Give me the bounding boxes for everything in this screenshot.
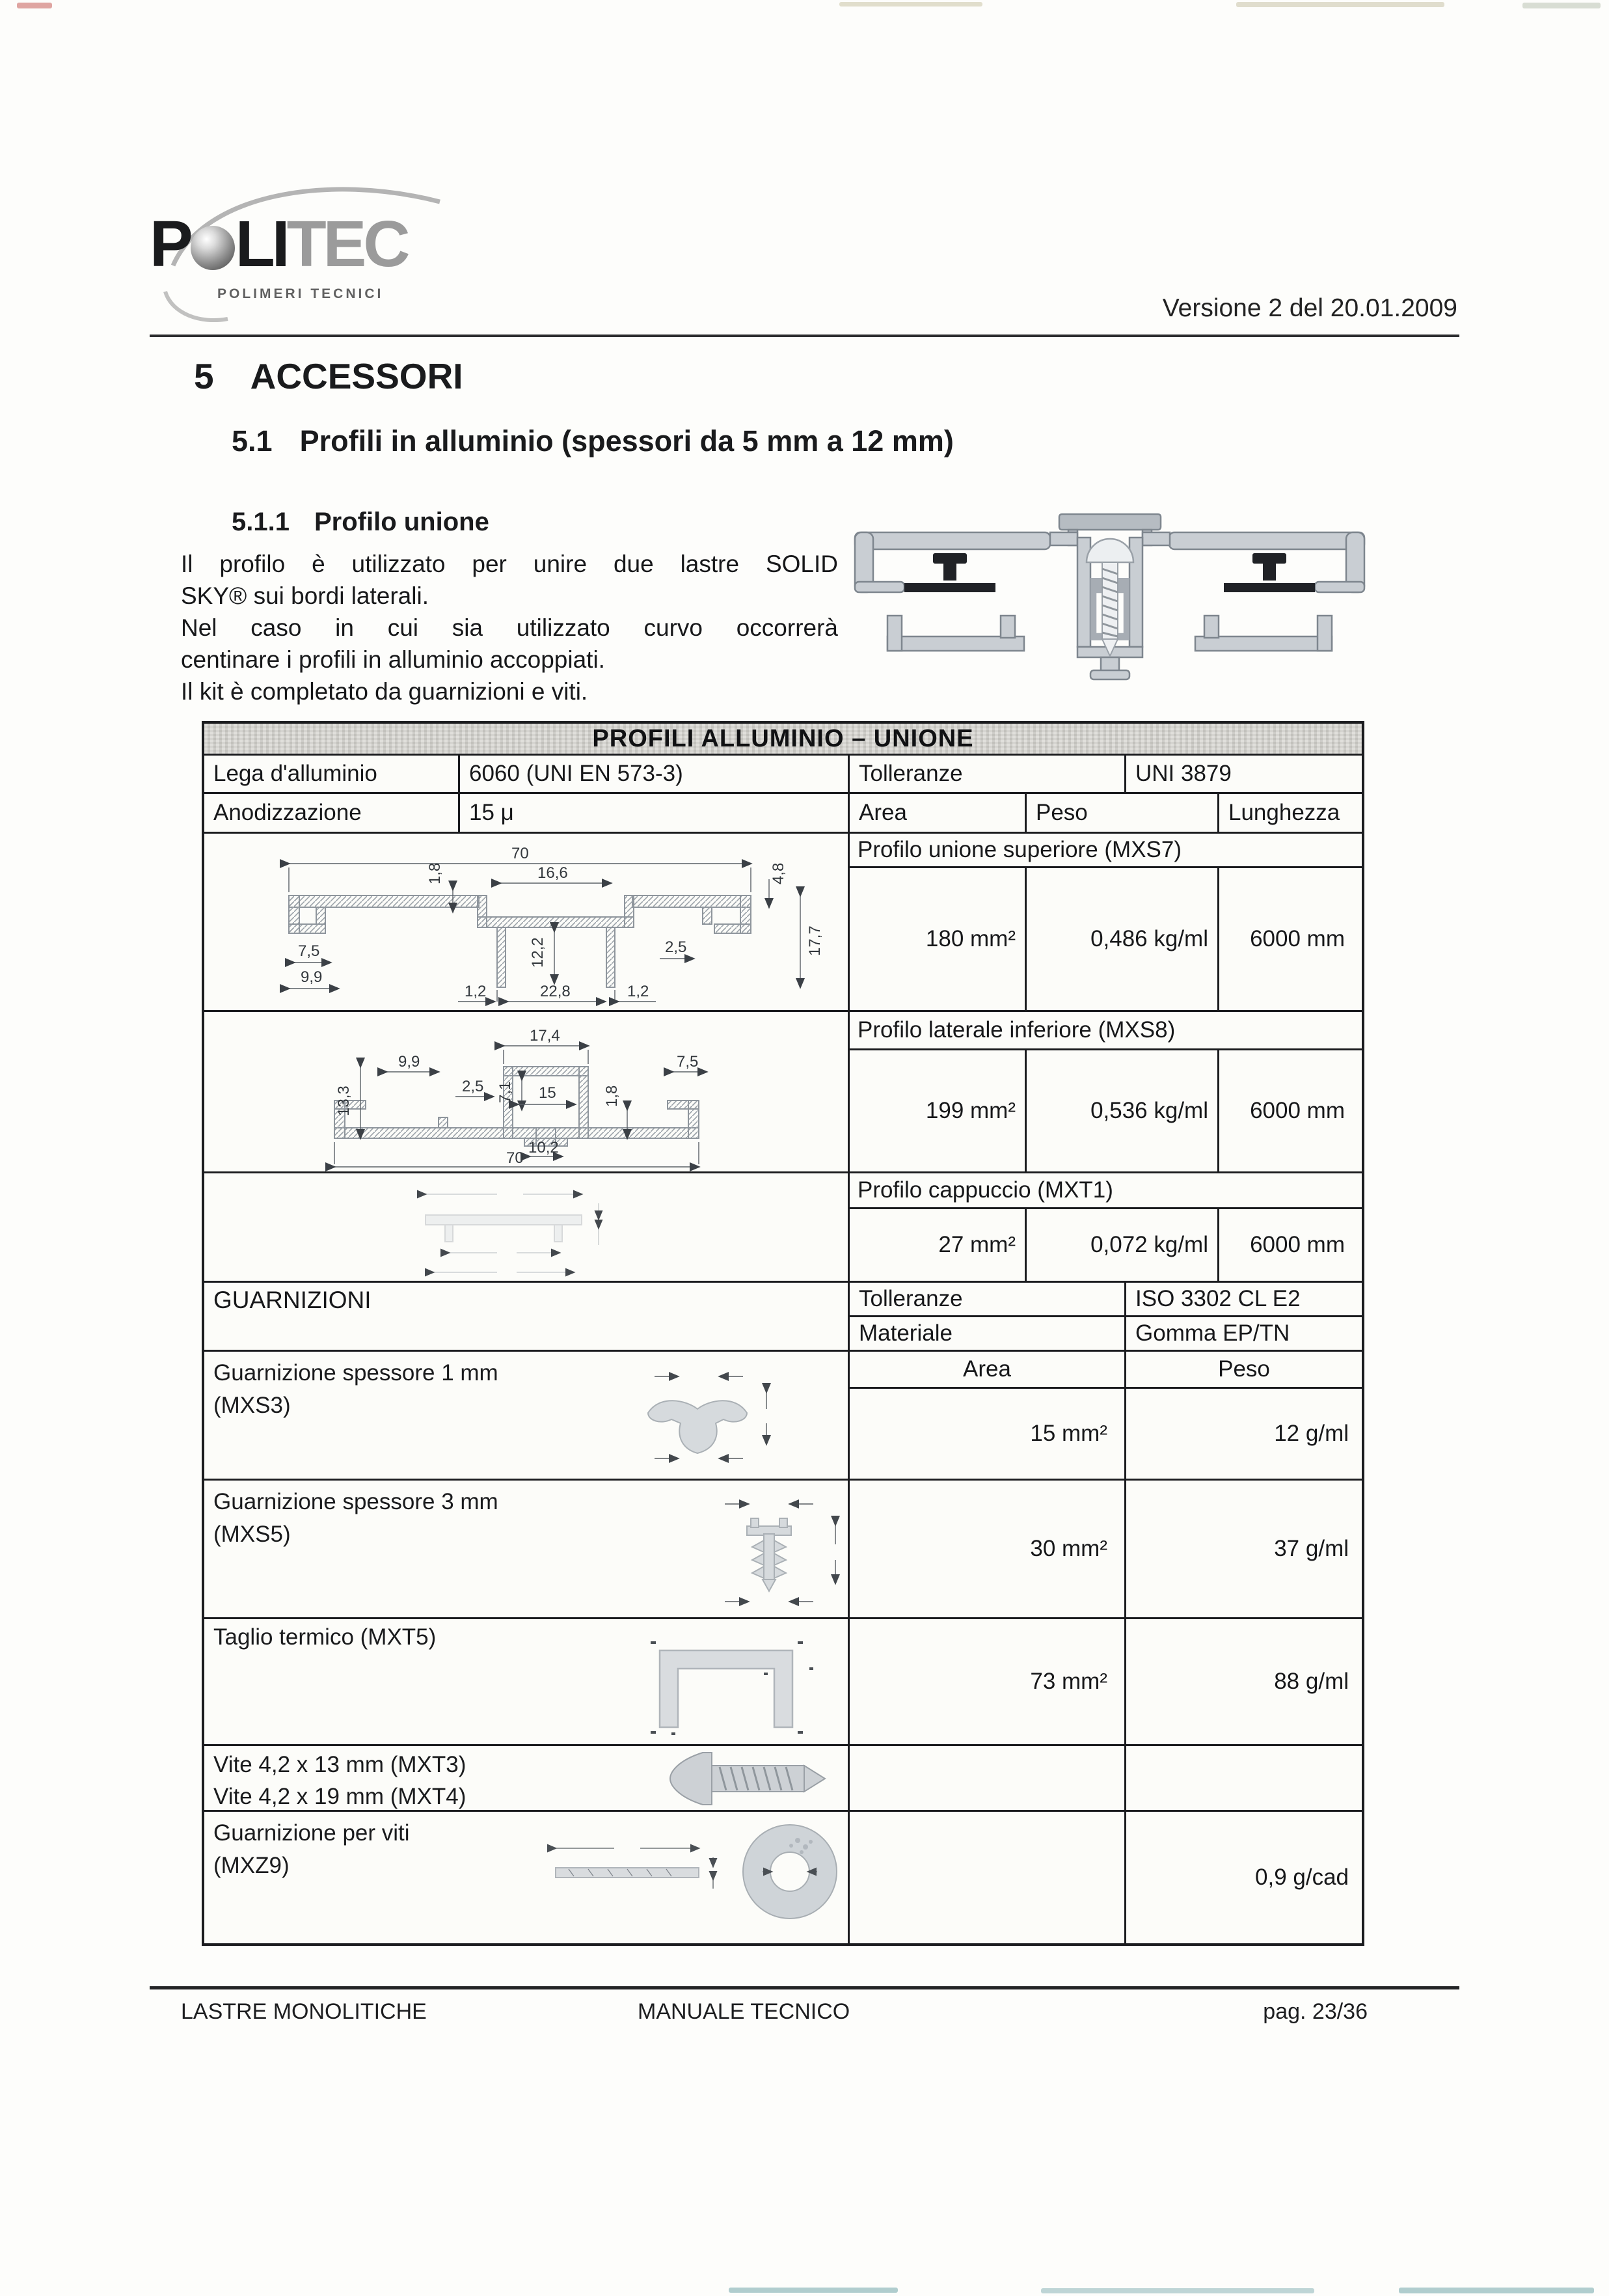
- mxs8-peso: 0,536 kg/ml: [1027, 1050, 1217, 1171]
- section-heading-accessori: [194, 355, 463, 397]
- logo-sphere-icon: [191, 226, 235, 270]
- mxs5-area: 30 mm²: [850, 1481, 1124, 1617]
- svg-text:7,5: 7,5: [677, 1053, 699, 1071]
- footer-rule: [150, 1986, 1459, 1989]
- tolleranze-value: UNI 3879: [1126, 756, 1362, 792]
- intro-line: SKY® sui bordi laterali.: [181, 582, 429, 609]
- guarnizioni-materiale-label: Materiale: [850, 1317, 1124, 1350]
- table-title: PROFILI ALLUMINIO – UNIONE: [204, 724, 1362, 754]
- mxs7-subheader: Profilo unione superiore (MXS7): [850, 834, 1362, 866]
- mxs3-area: 15 mm²: [850, 1389, 1124, 1479]
- mxs8-subheader: Profilo laterale inferiore (MXS8): [850, 1012, 1362, 1048]
- mxz9-washer-drawing: [543, 1812, 848, 1933]
- scan-artifact: [729, 2288, 898, 2293]
- svg-text:1,8: 1,8: [603, 1085, 621, 1107]
- mxs5-gasket-drawing: [691, 1495, 847, 1609]
- mxs8-profile-drawing: [204, 1012, 848, 1171]
- svg-text:70: 70: [511, 845, 529, 862]
- mxz9-area-empty: [850, 1812, 1124, 1943]
- svg-text:7,1: 7,1: [496, 1081, 514, 1103]
- footer-manual-name: MANUALE TECNICO: [638, 1999, 850, 2024]
- anodizzazione-label: Anodizzazione: [204, 794, 458, 832]
- mxs7-lunghezza: 6000 mm: [1219, 868, 1362, 1010]
- svg-text:9,9: 9,9: [398, 1053, 420, 1071]
- mxs3-peso: 12 g/ml: [1126, 1389, 1362, 1479]
- logo-letters-li: LI: [235, 208, 287, 280]
- heading-number: 5: [194, 356, 214, 396]
- svg-text:1,8: 1,8: [426, 862, 444, 884]
- tolleranze-label: Tolleranze: [850, 756, 1124, 792]
- svg-text:15: 15: [539, 1084, 556, 1102]
- mxt5-peso: 88 g/ml: [1126, 1619, 1362, 1744]
- mxs3-label-line1: Guarnizione spessore 1 mm: [213, 1360, 498, 1386]
- guarnizioni-tolleranze-label: Tolleranze: [850, 1283, 1124, 1315]
- svg-text:7,5: 7,5: [298, 942, 320, 960]
- anodizzazione-value: 15 μ: [460, 794, 848, 832]
- svg-text:10,2: 10,2: [528, 1139, 559, 1156]
- mxs7-area: 180 mm²: [850, 868, 1025, 1010]
- guarnizioni-col-header-area: Area: [850, 1352, 1124, 1387]
- logo-letter-p: P: [150, 208, 190, 280]
- mxs7-profile-drawing: [204, 834, 848, 1010]
- mxs3-row-label-cell: [204, 1352, 848, 1479]
- mxs5-peso: 37 g/ml: [1126, 1481, 1362, 1617]
- heading-title: Profilo unione: [314, 508, 489, 536]
- mxt5-channel-drawing: [614, 1628, 835, 1744]
- mxz9-label-line1: Guarnizione per viti: [213, 1820, 410, 1846]
- lega-label: Lega d'alluminio: [204, 756, 458, 792]
- mxt5-row-label-cell: [204, 1619, 848, 1744]
- scan-artifact: [1041, 2288, 1314, 2293]
- mxs5-row-label-cell: [204, 1481, 848, 1617]
- viti-peso-empty: [1126, 1746, 1362, 1810]
- scan-artifact: [1236, 2, 1444, 7]
- mxt1-subheader: Profilo cappuccio (MXT1): [850, 1173, 1362, 1207]
- scan-artifact: [1399, 2288, 1594, 2293]
- vite-mxt4-label: Vite 4,2 x 19 mm (MXT4): [213, 1784, 466, 1809]
- lega-value: 6060 (UNI EN 573-3): [460, 756, 848, 792]
- heading-title: Profili in alluminio (spessori da 5 mm a 12 mm): [299, 424, 954, 458]
- mxt1-profile-drawing: [204, 1173, 848, 1281]
- screw-drawing: [660, 1746, 842, 1810]
- section-heading-profilo-unione: [232, 508, 489, 537]
- column-header-area: Area: [850, 794, 1025, 832]
- heading-number: 5.1: [232, 424, 273, 458]
- logo-subtitle: POLIMERI TECNICI: [217, 286, 384, 301]
- svg-text:1,2: 1,2: [465, 983, 487, 1000]
- politec-logo: [146, 168, 452, 331]
- section-heading-profili: [232, 424, 954, 458]
- svg-text:9,9: 9,9: [301, 968, 323, 986]
- version-text: Versione 2 del 20.01.2009: [1162, 294, 1457, 322]
- guarnizioni-section-label: GUARNIZIONI: [204, 1283, 848, 1350]
- svg-text:16,6: 16,6: [537, 864, 568, 882]
- mxs8-area: 199 mm²: [850, 1050, 1025, 1171]
- scan-artifact: [1522, 3, 1601, 8]
- guarnizioni-materiale-value: Gomma EP/TN: [1126, 1317, 1362, 1350]
- mxz9-label-line2: (MXZ9): [213, 1852, 290, 1878]
- heading-number: 5.1.1: [232, 508, 290, 536]
- column-header-peso: Peso: [1027, 794, 1217, 832]
- scan-artifact: [839, 2, 982, 7]
- header-rule: [150, 335, 1459, 337]
- mxs3-label-line2: (MXS3): [213, 1392, 291, 1418]
- svg-text:2,5: 2,5: [665, 938, 687, 956]
- logo-wordmark: [150, 207, 407, 282]
- guarnizioni-col-header-peso: Peso: [1126, 1352, 1362, 1387]
- svg-text:12,2: 12,2: [529, 937, 547, 968]
- profili-alluminio-table: [202, 721, 1364, 1946]
- intro-line: Nel caso in cui sia utilizzato curvo occorrerà: [181, 614, 838, 641]
- mxt5-label: Taglio termico (MXT5): [213, 1624, 437, 1650]
- viti-row-label-cell: [204, 1746, 848, 1810]
- svg-text:22,8: 22,8: [540, 983, 571, 1000]
- viti-area-empty: [850, 1746, 1124, 1810]
- mxs5-label-line2: (MXS5): [213, 1521, 291, 1547]
- guarnizioni-tolleranze-value: ISO 3302 CL E2: [1126, 1283, 1362, 1315]
- mxz9-row-label-cell: [204, 1812, 848, 1943]
- logo-letters-tec: TEC: [286, 208, 407, 280]
- svg-text:17,4: 17,4: [530, 1027, 560, 1045]
- mxs3-gasket-drawing: [622, 1367, 778, 1466]
- svg-text:4,8: 4,8: [770, 862, 787, 884]
- column-header-lunghezza: Lunghezza: [1219, 794, 1362, 832]
- mxt1-lunghezza: 6000 mm: [1219, 1209, 1362, 1281]
- intro-paragraph: [181, 548, 838, 707]
- intro-line: Il profilo è utilizzato per unire due lastre SOLID: [181, 551, 838, 577]
- svg-text:13,3: 13,3: [335, 1086, 353, 1116]
- mxs5-label-line1: Guarnizione spessore 3 mm: [213, 1489, 498, 1514]
- heading-title: ACCESSORI: [250, 356, 463, 396]
- mxz9-peso: 0,9 g/cad: [1126, 1812, 1362, 1943]
- footer-page-number: pag. 23/36: [1263, 1999, 1368, 2024]
- svg-text:70: 70: [506, 1149, 524, 1167]
- mxt5-area: 73 mm²: [850, 1619, 1124, 1744]
- svg-text:1,2: 1,2: [627, 983, 649, 1000]
- mxt1-area: 27 mm²: [850, 1209, 1025, 1281]
- svg-text:17,7: 17,7: [806, 925, 824, 956]
- footer-doc-type: LASTRE MONOLITICHE: [181, 1999, 427, 2024]
- scan-artifact: [17, 3, 52, 8]
- intro-line: centinare i profili in alluminio accoppiati.: [181, 646, 605, 673]
- svg-text:2,5: 2,5: [462, 1078, 484, 1095]
- vite-mxt3-label: Vite 4,2 x 13 mm (MXT3): [213, 1752, 466, 1777]
- profile-assembly-drawing: [845, 500, 1375, 702]
- mxs7-peso: 0,486 kg/ml: [1027, 868, 1217, 1010]
- mxt1-peso: 0,072 kg/ml: [1027, 1209, 1217, 1281]
- intro-line: Il kit è completato da guarnizioni e viti.: [181, 678, 588, 705]
- mxs8-lunghezza: 6000 mm: [1219, 1050, 1362, 1171]
